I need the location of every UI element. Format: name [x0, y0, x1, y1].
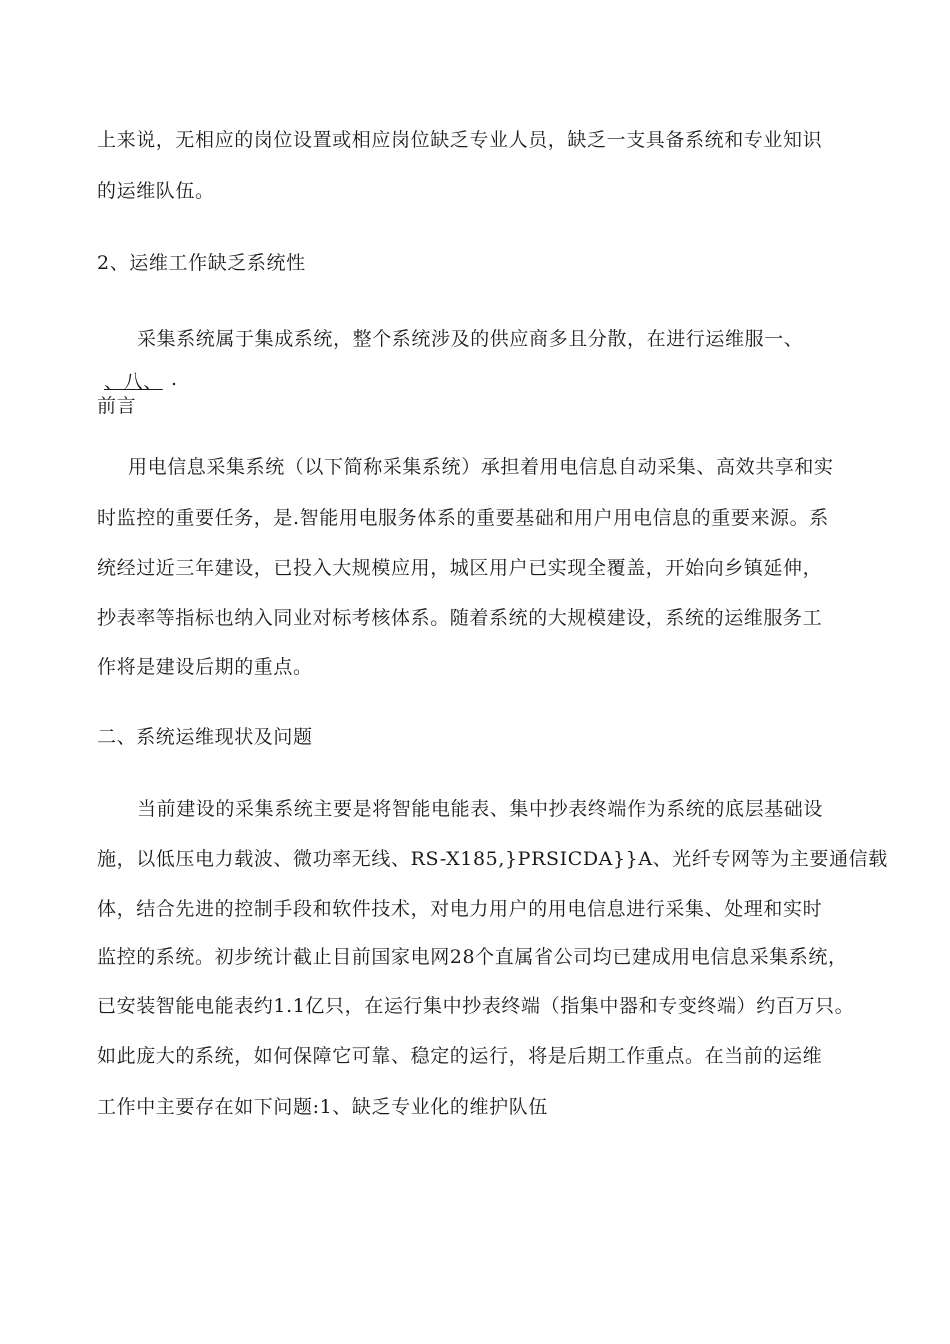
garbled-dot: .: [171, 368, 178, 390]
paragraph-line: 如此庞大的系统，如何保障它可靠、稳定的运行，将是后期工作重点。在当前的运维: [97, 1045, 823, 1067]
paragraph-line: 工作中主要存在如下问题:1、缺乏专业化的维护队伍: [97, 1096, 548, 1118]
paragraph-line: 监控的系统。初步统计截止目前国家电网28个直属省公司均已建成用电信息采集系统，: [97, 946, 848, 968]
paragraph-line: 时监控的重要任务，是.智能用电服务体系的重要基础和用户用电信息的重要来源。系: [97, 507, 829, 529]
section-heading: 2、运维工作缺乏系统性: [97, 252, 306, 274]
paragraph-line: 采集系统属于集成系统，整个系统涉及的供应商多且分散，在进行运维服一、: [137, 328, 804, 350]
paragraph-line: 作将是建设后期的重点。: [97, 656, 313, 678]
paragraph-line: 用电信息采集系统（以下简称采集系统）承担着用电信息自动采集、高效共享和实: [128, 456, 834, 478]
section-heading: 二、系统运维现状及问题: [97, 726, 313, 748]
paragraph-line: 上来说，无相应的岗位设置或相应岗位缺乏专业人员，缺乏一支具备系统和专业知识: [97, 129, 823, 151]
garbled-fragment: 、八、: [104, 371, 163, 393]
paragraph-line: 抄表率等指标也纳入同业对标考核体系。随着系统的大规模建设，系统的运维服务工: [97, 607, 823, 629]
paragraph-line: 统经过近三年建设，已投入大规模应用，城区用户已实现全覆盖，开始向乡镇延伸，: [97, 557, 823, 579]
paragraph-line: 体，结合先进的控制手段和软件技术，对电力用户的用电信息进行采集、处理和实时: [97, 898, 823, 920]
paragraph-line: 已安装智能电能表约1.1亿只，在运行集中抄表终端（指集中器和专变终端）约百万只。: [97, 995, 855, 1017]
section-heading: 前言: [97, 395, 137, 417]
paragraph-line: 施，以低压电力载波、微功率无线、RS-X185,}PRSICDA}}A、光纤专网等为主要通信载: [97, 848, 888, 870]
paragraph-line: 当前建设的采集系统主要是将智能电能表、集中抄表终端作为系统的底层基础设: [137, 798, 824, 820]
paragraph-line: 的运维队伍。: [97, 180, 215, 202]
